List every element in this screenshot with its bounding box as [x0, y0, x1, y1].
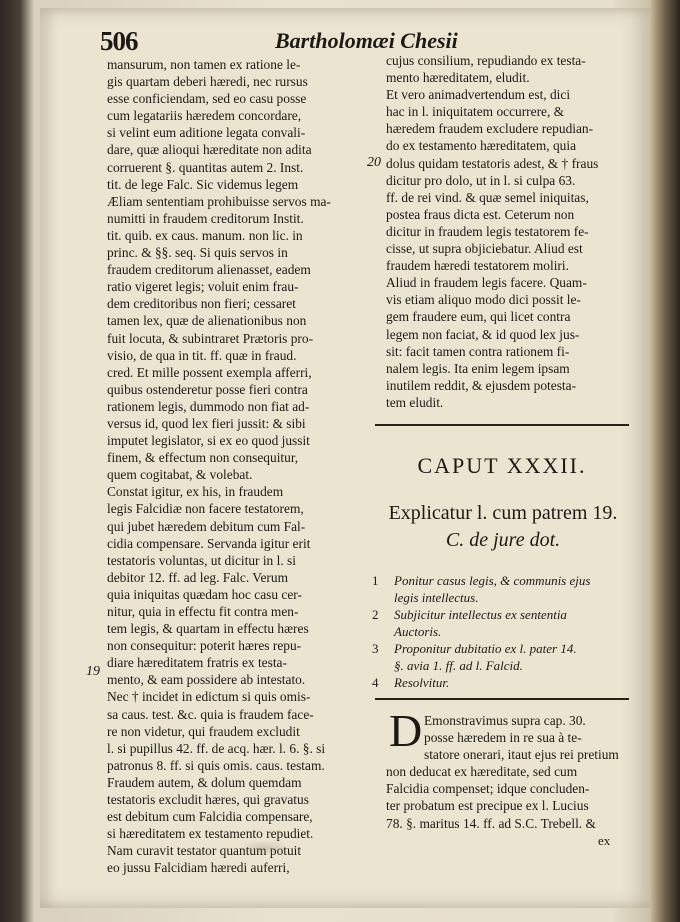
summary-text: legis intellectus.	[394, 590, 479, 605]
text-line: vis etiam aliquo modo dici possit le-	[386, 292, 581, 308]
chapter-subtitle-line1: Explicatur l. cum patrem 19.	[388, 502, 618, 524]
chapter-subtitle-line2: C. de jure dot.	[445, 529, 561, 551]
text-line: imputet legislator, si ex eo quod jussit	[107, 433, 310, 449]
text-line: cidia compensare. Servanda igitur erit	[107, 535, 311, 551]
chapter-title: CAPUT XXXII.	[417, 453, 587, 478]
margin-number-right: 20	[367, 155, 381, 170]
text-line: 78. §. maritus 14. ff. ad S.C. Trebell. &	[386, 815, 596, 831]
summary-text: Resolvitur.	[394, 675, 450, 690]
text-line: legis Falcidiæ non facere testatorem,	[107, 501, 304, 517]
text-line: l. si pupillus 42. ff. de acq. hær. l. 6. §. si	[107, 740, 326, 756]
chapter-rule-bottom	[375, 698, 629, 700]
text-line: dicitur in fraudem legis testatorem fe-	[386, 223, 589, 239]
left-column	[107, 56, 362, 877]
text-line: postea fraus dicta est. Ceterum non	[386, 206, 575, 222]
text-line: nitur, quia in effectu fit contra men-	[107, 604, 299, 619]
text-line: dare, quæ alioqui hæreditate non adita	[107, 142, 312, 158]
text-line: si hæreditatem ex testamento repudiet.	[107, 826, 314, 842]
text-line: hac in l. iniquitatem occurrere, &	[386, 104, 565, 120]
chapter-rule-top	[375, 424, 629, 426]
text-line: Emonstravimus supra cap. 30.	[424, 713, 586, 728]
text-line: dicitur pro dolo, ut in l. si culpa 63.	[386, 172, 576, 188]
text-line: tem legis, & quartam in effectu hæres	[107, 621, 309, 637]
text-line: Nec † incidet in edictum si quis omis-	[107, 689, 311, 705]
text-line: cred. Et mille possent exempla afferri,	[107, 364, 312, 380]
text-line: versus id, quod lex fieri jussit: & sibi	[107, 415, 306, 431]
text-line: mento hæreditatem, eludit.	[386, 70, 530, 86]
text-line: patronus 8. ff. si quis omis. caus. testam.	[107, 757, 325, 773]
book-spine	[650, 0, 680, 922]
text-line: cisse, ut supra objiciebatur. Aliud est	[386, 241, 583, 257]
text-line: tit. de lege Falc. Sic videmus legem	[107, 176, 299, 192]
summary-item	[372, 674, 634, 691]
chapter-summary	[372, 572, 634, 691]
text-line: Aliud in fraudem legis facere. Quam-	[386, 275, 587, 291]
text-line: fraudem hæredi testatorem moliri.	[386, 258, 569, 274]
summary-item	[372, 640, 634, 674]
text-line: numitti in fraudem creditorum Instit.	[107, 210, 304, 226]
text-line: mansurum, non tamen ex ratione le-	[107, 57, 301, 72]
text-line: cum legatariis hæredem concordare,	[107, 108, 302, 124]
text-line: nalem legis. Ita enim legem ipsam	[386, 360, 570, 376]
text-line: re non videtur, qui fraudem excludit	[107, 723, 300, 739]
text-line: testatoris voluntas, ut dicitur in l. si	[107, 552, 296, 568]
text-line: inutilem reddit, & ejusdem potesta-	[386, 377, 577, 393]
summary-text: Proponitur dubitatio ex l. pater 14.	[394, 641, 577, 656]
text-line: Constat igitur, ex his, in fraudem	[107, 484, 284, 500]
text-line: ter probatum est precipue ex l. Lucius	[386, 798, 589, 814]
text-line: tem eludit.	[386, 394, 444, 410]
catchword: ex	[598, 833, 611, 848]
text-line: ff. de rei vind. & quæ semel iniquitas,	[386, 189, 589, 205]
text-line: corruerent §. quantitas autem 2. Inst.	[107, 159, 304, 175]
right-column	[386, 52, 636, 411]
summary-number: 2	[372, 607, 379, 622]
text-line: non consequitur: poterit hæres repu-	[107, 638, 302, 654]
text-line: visio, de qua in tit. ff. quæ in fraud.	[107, 347, 297, 363]
summary-text: Ponitur casus legis, & communis ejus	[394, 573, 591, 588]
text-line: debitor 12. ff. ad leg. Falc. Verum	[107, 569, 288, 585]
text-line: est debitum cum Falcidia compensare,	[107, 809, 313, 825]
text-line: sa caus. test. &c. quia is fraudem face-	[107, 706, 314, 722]
page-number: 506	[100, 26, 138, 56]
text-line: finem, & effectum non consequitur,	[107, 450, 299, 466]
text-line: esse conficiendam, sed eo casu posse	[107, 91, 307, 107]
text-line: tit. quib. ex caus. manum. non lic. in	[107, 227, 303, 243]
text-line: Nam curavit testator quantum potuit	[107, 843, 302, 859]
text-line: Æliam sententiam prohibuisse servos ma-	[107, 193, 331, 209]
text-line: Et vero animadvertendum est, dici	[386, 87, 571, 103]
text-line: eo jussu Falcidiam hæredi auferri,	[107, 860, 290, 876]
text-line: do ex testamento hæreditatem, quia	[386, 138, 577, 154]
text-line: testatoris excludit hæres, qui gravatus	[107, 792, 309, 808]
text-line: legem non faciat, & id quod lex jus-	[386, 326, 580, 342]
text-line: cujus consilium, repudiando ex testa-	[386, 53, 586, 68]
text-line: ratio vigeret legis; voluit enim frau-	[107, 279, 299, 295]
text-line: princ. & §§. seq. Si quis servos in	[107, 245, 288, 261]
text-line: qui jubet hæredem debitum cum Fal-	[107, 518, 306, 534]
text-line: tamen lex, quæ de alienationibus non	[107, 313, 307, 329]
text-line: dolus quidam testatoris adest, & † fraus	[386, 155, 599, 171]
text-line: hæredem fraudem excludere repudian-	[386, 121, 594, 137]
text-line: dem creditoribus non fieri; cessaret	[107, 296, 296, 312]
text-line: fraudem creditorum alienasset, eadem	[107, 262, 311, 278]
text-line: mento, & eam possidere ab intestato.	[107, 672, 306, 688]
text-line: rationem legis, dummodo non fiat ad-	[107, 398, 310, 414]
text-line: posse hæredem in re sua à te-	[424, 730, 582, 746]
drop-capital: D	[389, 705, 423, 756]
text-line: quem cogitabat, & volebat.	[107, 467, 253, 483]
summary-text: Subjicitur intellectus ex sententia	[394, 607, 567, 622]
summary-item	[372, 606, 634, 640]
margin-number-left: 19	[86, 664, 100, 679]
ink-smudge	[245, 842, 285, 854]
summary-number: 1	[372, 573, 379, 588]
text-line: sit: facit tamen contra rationem fi-	[386, 343, 570, 359]
text-line: si velint eum aditione legata convali-	[107, 125, 306, 141]
text-line: non deducat ex hæreditate, sed cum	[386, 764, 578, 780]
text-line: gem fraudere eum, qui licet contra	[386, 309, 571, 325]
text-line: Fraudem autem, & dolum quemdam	[107, 774, 302, 790]
chapter-body	[386, 705, 636, 832]
chapter-subtitle	[372, 500, 634, 554]
text-line: gis quartam deberi hæredi, nec rursus	[107, 74, 308, 90]
text-line: statore onerari, itaut ejus rei pretium	[424, 747, 619, 763]
text-line: quia iniquitas quædam hoc casu cer-	[107, 586, 302, 602]
text-line: Falcidia compenset; idque concluden-	[386, 781, 590, 797]
summary-number: 4	[372, 675, 379, 690]
text-line: diare hæreditatem fratris ex testa-	[107, 655, 287, 671]
text-line: fuit locuta, & subintraret Prætoris pro-	[107, 330, 314, 346]
text-line: quibus ostenderetur posse fieri contra	[107, 381, 308, 397]
summary-number: 3	[372, 641, 379, 656]
summary-text: Auctoris.	[394, 624, 442, 639]
running-title: Bartholomæi Chesii	[275, 28, 458, 53]
summary-item	[372, 572, 634, 606]
summary-text: §. avia 1. ff. ad l. Falcid.	[394, 658, 523, 673]
